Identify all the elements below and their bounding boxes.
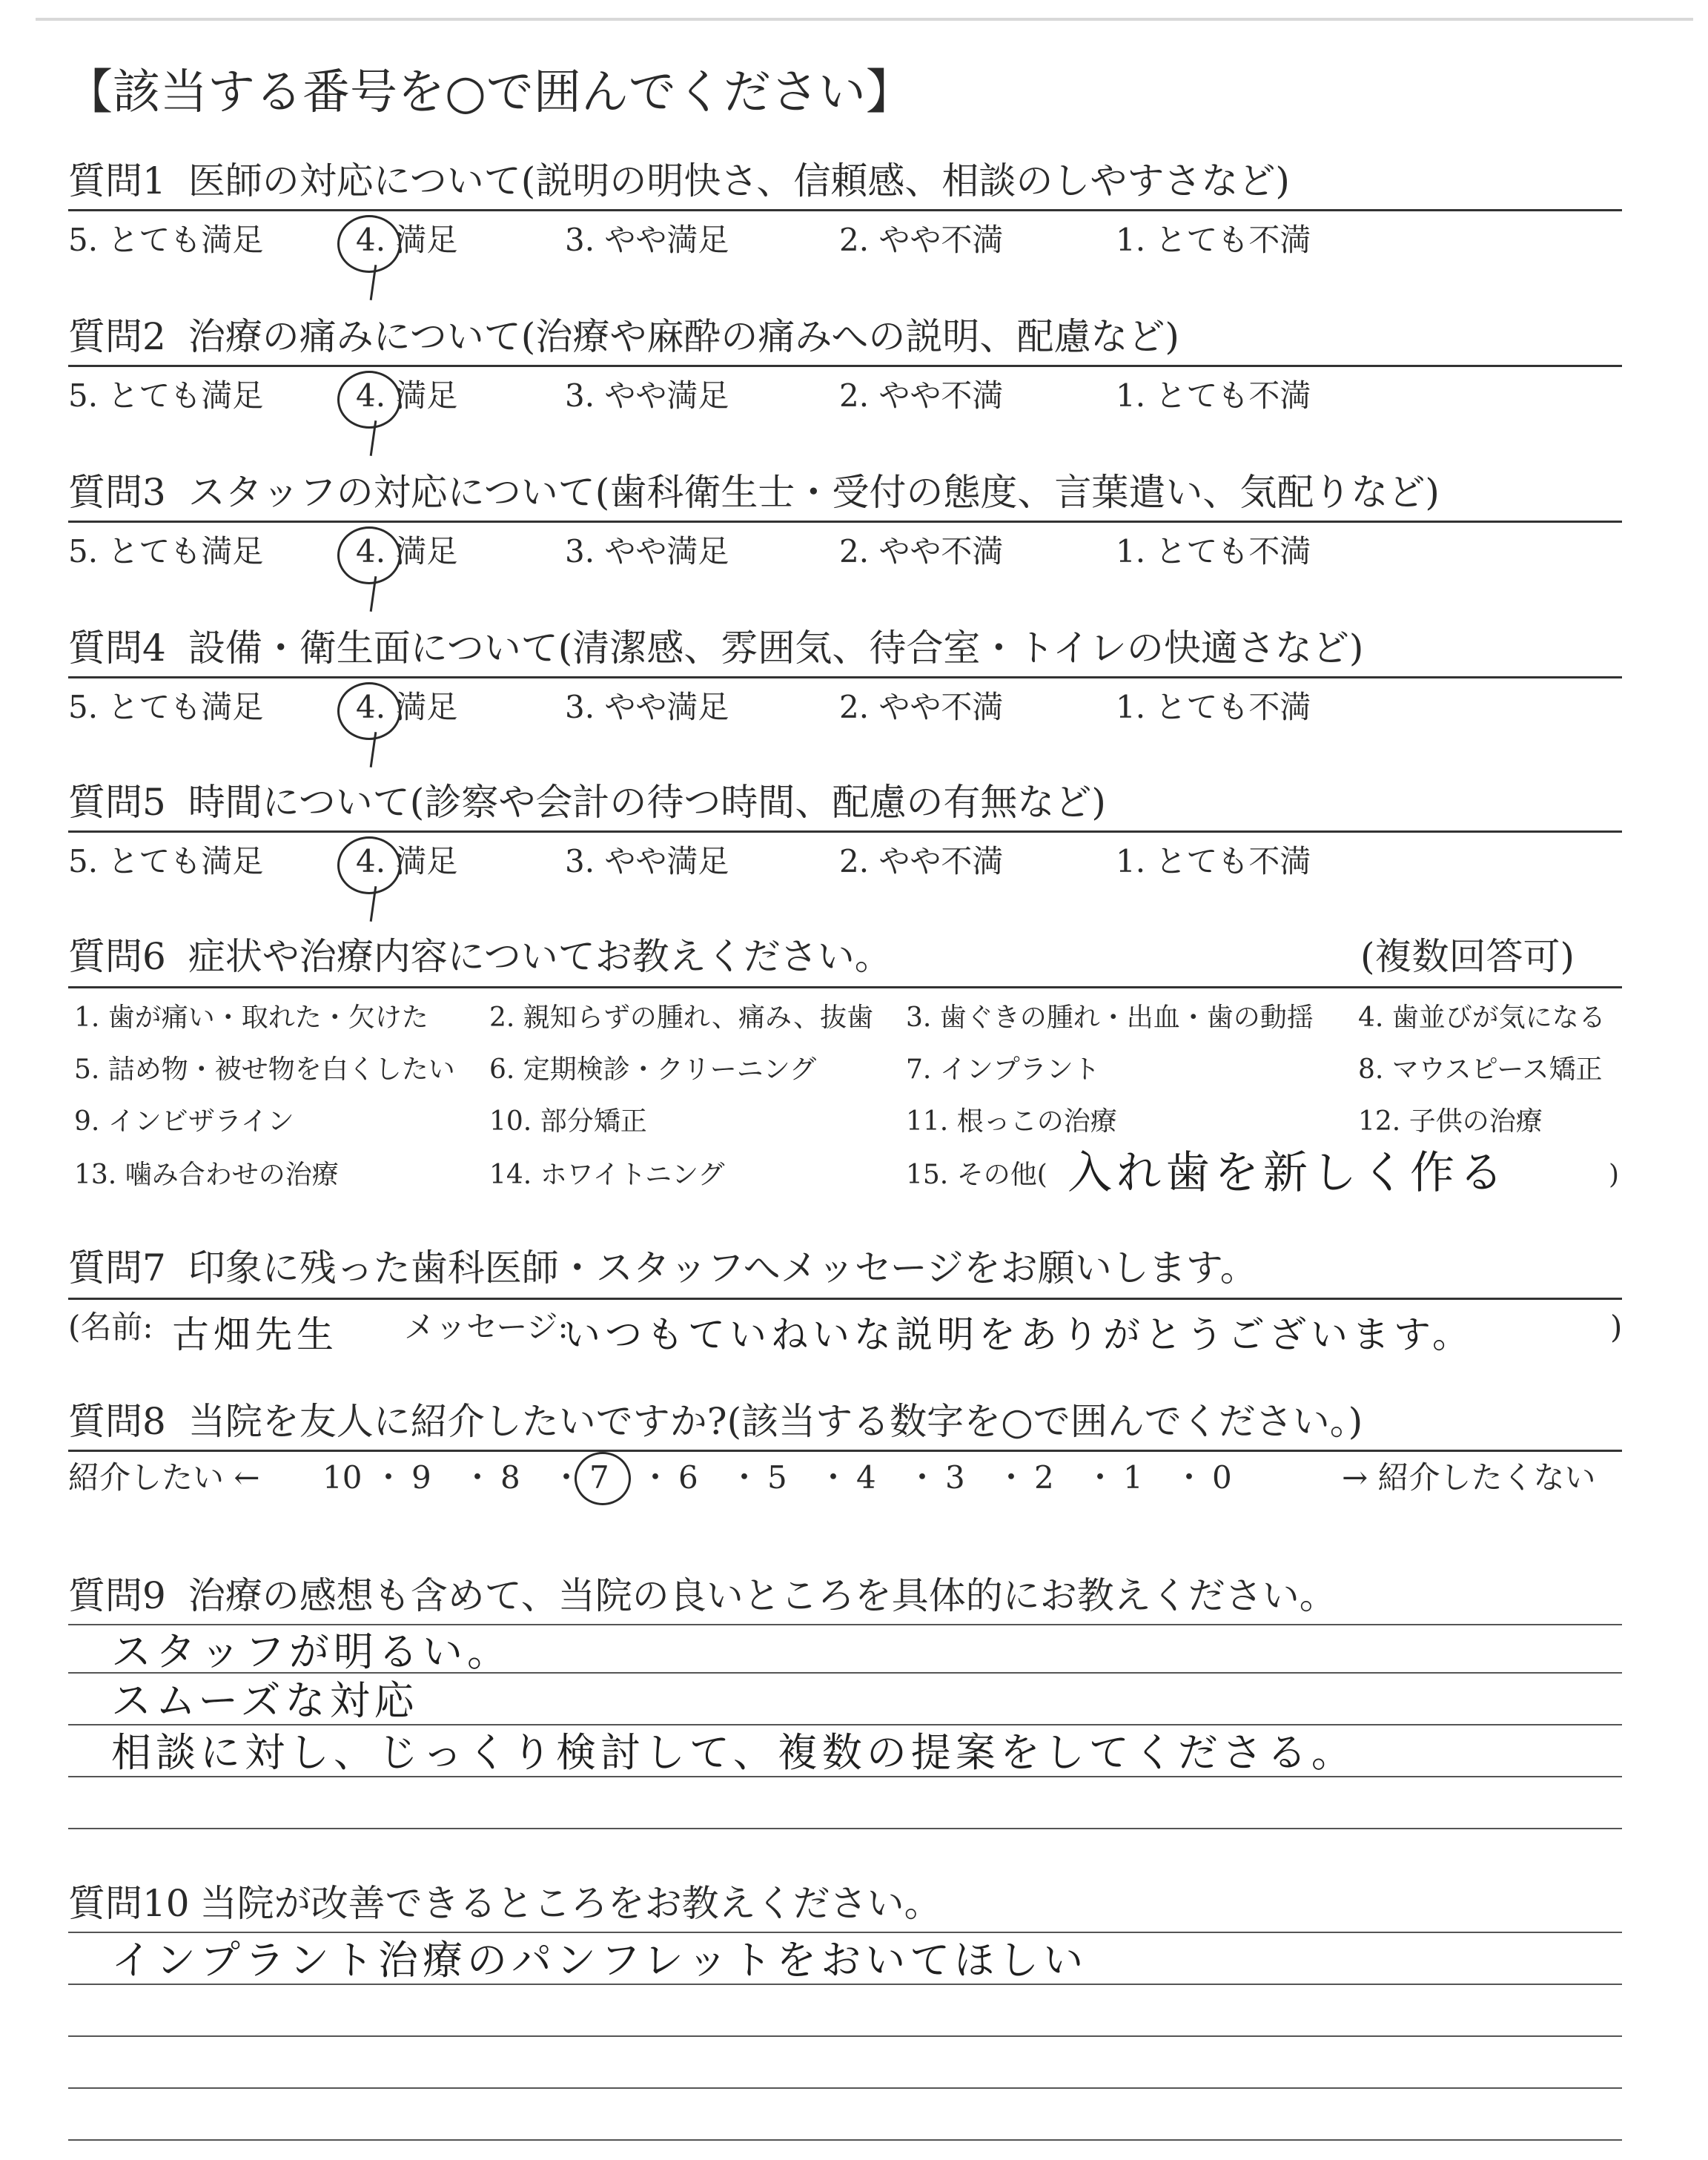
q6-label: 質問6 (68, 935, 166, 978)
q1-option-5[interactable]: 5. とても満足 (68, 222, 264, 258)
q2-option-4[interactable]: 4. 満足 (356, 377, 458, 414)
q8-separator: ・ (1085, 1459, 1116, 1496)
q4-text: 設備・衛生面について(清潔感、雰囲気、待合室・トイレの快適さなど) (188, 627, 1364, 670)
q3-option-1[interactable]: 1. とても不満 (1116, 533, 1311, 569)
q6-option-2[interactable]: 2. 親知らずの腫れ、痛み、抜歯 (489, 1003, 874, 1033)
q5-option-4[interactable]: 4. 満足 (356, 843, 458, 879)
q7-close: ) (1610, 1309, 1623, 1345)
q1-label: 質問1 (68, 159, 166, 202)
q6-option-13[interactable]: 13. 噛み合わせの治療 (74, 1160, 339, 1190)
q6-option-6[interactable]: 6. 定期検診・クリーニング (489, 1054, 817, 1085)
q4-rule (68, 676, 1622, 678)
q9-answer-1: スタッフが明るい。 (111, 1628, 512, 1675)
q8-separator: ・ (818, 1459, 850, 1496)
q2-text: 治療の痛みについて(治療や麻酔の痛みへの説明、配慮など) (188, 315, 1179, 358)
q8-separator: ・ (996, 1459, 1027, 1496)
q3-option-2[interactable]: 2. やや不満 (839, 533, 1004, 569)
q1-text: 医師の対応について(説明の明快さ、信頼感、相談のしやすさなど) (188, 159, 1290, 202)
q8-scale-4[interactable]: 4 (856, 1459, 876, 1496)
q8-scale-9[interactable]: 9 (411, 1459, 431, 1496)
q7-label: 質問7 (68, 1246, 166, 1289)
q8-text: 当院を友人に紹介したいですか?(該当する数字を○で囲んでください。) (188, 1400, 1363, 1443)
q8-rule (68, 1450, 1622, 1452)
q8-selection-mark (575, 1452, 631, 1505)
q6-option-12[interactable]: 12. 子供の治療 (1358, 1106, 1543, 1137)
q8-scale-5[interactable]: 5 (767, 1459, 787, 1496)
q8-left-label: 紹介したい ← (68, 1459, 260, 1496)
q2-option-1[interactable]: 1. とても不満 (1116, 377, 1311, 414)
q8-scale-0[interactable]: 0 (1212, 1459, 1232, 1496)
form-heading: 【該当する番号を○で囲んでください】 (65, 65, 913, 120)
q6-option-other[interactable]: 15. その他( (906, 1160, 1047, 1190)
top-border (36, 18, 1693, 21)
q6-option-1[interactable]: 1. 歯が痛い・取れた・欠けた (74, 1003, 428, 1033)
q6-other-close: ) (1609, 1160, 1620, 1190)
q8-separator: ・ (640, 1459, 672, 1496)
q10-line-0 (68, 1932, 1622, 1933)
q8-separator: ・ (462, 1459, 494, 1496)
q8-separator: ・ (729, 1459, 761, 1496)
q8-title (68, 1398, 1363, 1445)
q8-scale-2[interactable]: 2 (1034, 1459, 1054, 1496)
q1-selection-mark (337, 215, 401, 273)
q5-selection-mark (337, 836, 401, 894)
q6-option-14[interactable]: 14. ホワイトニング (489, 1160, 725, 1190)
q5-option-3[interactable]: 3. やや満足 (565, 843, 729, 879)
q5-option-5[interactable]: 5. とても満足 (68, 843, 264, 879)
q2-rule (68, 365, 1622, 367)
q3-rule (68, 521, 1622, 523)
q10-title (68, 1880, 941, 1927)
q5-rule (68, 830, 1622, 833)
q6-option-8[interactable]: 8. マウスピース矯正 (1358, 1054, 1603, 1085)
q9-text: 治療の感想も含めて、当院の良いところを具体的にお教えください。 (188, 1574, 1337, 1617)
q3-label: 質問3 (68, 471, 166, 514)
q6-option-11[interactable]: 11. 根っこの治療 (906, 1106, 1117, 1137)
q8-scale-8[interactable]: 8 (500, 1459, 520, 1496)
q8-scale-1[interactable]: 1 (1123, 1459, 1143, 1496)
q7-rule (68, 1298, 1622, 1300)
q6-option-4[interactable]: 4. 歯並びが気になる (1358, 1003, 1606, 1033)
q4-selection-mark (337, 682, 401, 740)
q9-title (68, 1572, 1337, 1619)
q7-text: 印象に残った歯科医師・スタッフへメッセージをお願いします。 (188, 1246, 1257, 1289)
q3-title (68, 469, 1440, 516)
q6-rule (68, 986, 1622, 988)
q6-text: 症状や治療内容についてお教えください。 (188, 935, 892, 978)
q7-name-label: (名前: (68, 1309, 153, 1345)
q7-name-value: 古畑先生 (172, 1313, 338, 1356)
q10-line-3 (68, 2087, 1622, 2089)
q8-separator: ・ (907, 1459, 939, 1496)
q8-separator: ・ (1174, 1459, 1205, 1496)
q5-option-1[interactable]: 1. とても不満 (1116, 843, 1311, 879)
q6-option-9[interactable]: 9. インビザライン (74, 1106, 294, 1137)
q2-option-5[interactable]: 5. とても満足 (68, 377, 264, 414)
q8-label: 質問8 (68, 1400, 166, 1443)
q4-option-1[interactable]: 1. とても不満 (1116, 689, 1311, 725)
q3-option-5[interactable]: 5. とても満足 (68, 533, 264, 569)
q10-line-4 (68, 2139, 1622, 2141)
q8-scale-10[interactable]: 10 (322, 1459, 363, 1496)
q9-label: 質問9 (68, 1574, 166, 1617)
q2-selection-mark (337, 371, 401, 429)
q3-option-4[interactable]: 4. 満足 (356, 533, 458, 569)
q9-answer-3: 相談に対し、じっくり検討して、複数の提案をしてくださる。 (111, 1729, 1356, 1776)
q6-option-10[interactable]: 10. 部分矯正 (489, 1106, 647, 1137)
q1-option-1[interactable]: 1. とても不満 (1116, 222, 1311, 258)
q8-separator: ・ (373, 1459, 405, 1496)
q5-title (68, 779, 1106, 826)
q9-answer-2: スムーズな対応 (111, 1677, 419, 1724)
q10-answer-1: インプラント治療のパンフレットをおいてほしい (111, 1937, 1088, 1984)
q4-title (68, 624, 1363, 672)
q6-option-7[interactable]: 7. インプラント (906, 1054, 1100, 1085)
q5-label: 質問5 (68, 781, 166, 824)
q1-rule (68, 209, 1622, 211)
q2-title (68, 313, 1179, 360)
q2-option-2[interactable]: 2. やや不満 (839, 377, 1004, 414)
q6-other-answer: 入れ歯を新しく作る (1068, 1147, 1508, 1199)
q5-text: 時間について(診察や会計の待つ時間、配慮の有無など) (188, 781, 1106, 824)
q4-option-2[interactable]: 2. やや不満 (839, 689, 1004, 725)
q10-text: 当院が改善できるところをお教えください。 (199, 1882, 941, 1925)
q1-title (68, 157, 1290, 205)
q4-option-3[interactable]: 3. やや満足 (565, 689, 729, 725)
q2-option-3[interactable]: 3. やや満足 (565, 377, 729, 414)
q8-scale-3[interactable]: 3 (945, 1459, 965, 1496)
q7-message-label: メッセージ: (404, 1309, 569, 1345)
q1-option-2[interactable]: 2. やや不満 (839, 222, 1004, 258)
q5-option-2[interactable]: 2. やや不満 (839, 843, 1004, 879)
q1-option-4[interactable]: 4. 満足 (356, 222, 458, 258)
q1-option-3[interactable]: 3. やや満足 (565, 222, 729, 258)
q6-title (68, 933, 892, 980)
q7-message-value: いつもていねいな説明をありがとうございます。 (563, 1313, 1474, 1356)
q4-option-5[interactable]: 5. とても満足 (68, 689, 264, 725)
q2-label: 質問2 (68, 315, 166, 358)
q6-option-5[interactable]: 5. 詰め物・被せ物を白くしたい (74, 1054, 455, 1085)
q9-line-4 (68, 1828, 1622, 1829)
q8-scale-7[interactable]: 7 (589, 1459, 609, 1496)
q7-title (68, 1244, 1257, 1292)
q3-selection-mark (337, 526, 401, 584)
q4-option-4[interactable]: 4. 満足 (356, 689, 458, 725)
q4-label: 質問4 (68, 627, 166, 670)
q8-scale-6[interactable]: 6 (678, 1459, 698, 1496)
q8-right-label: → 紹介したくない (1342, 1459, 1596, 1496)
q9-line-0 (68, 1624, 1622, 1625)
q6-note: (複数回答可) (1360, 935, 1575, 978)
q3-text: スタッフの対応について(歯科衛生士・受付の態度、言葉遣い、気配りなど) (188, 471, 1440, 514)
q8-separator: ・ (551, 1459, 583, 1496)
q10-label: 質問10 (68, 1882, 190, 1925)
q6-option-3[interactable]: 3. 歯ぐきの腫れ・出血・歯の動揺 (906, 1003, 1314, 1033)
q10-line-2 (68, 2035, 1622, 2037)
q3-option-3[interactable]: 3. やや満足 (565, 533, 729, 569)
